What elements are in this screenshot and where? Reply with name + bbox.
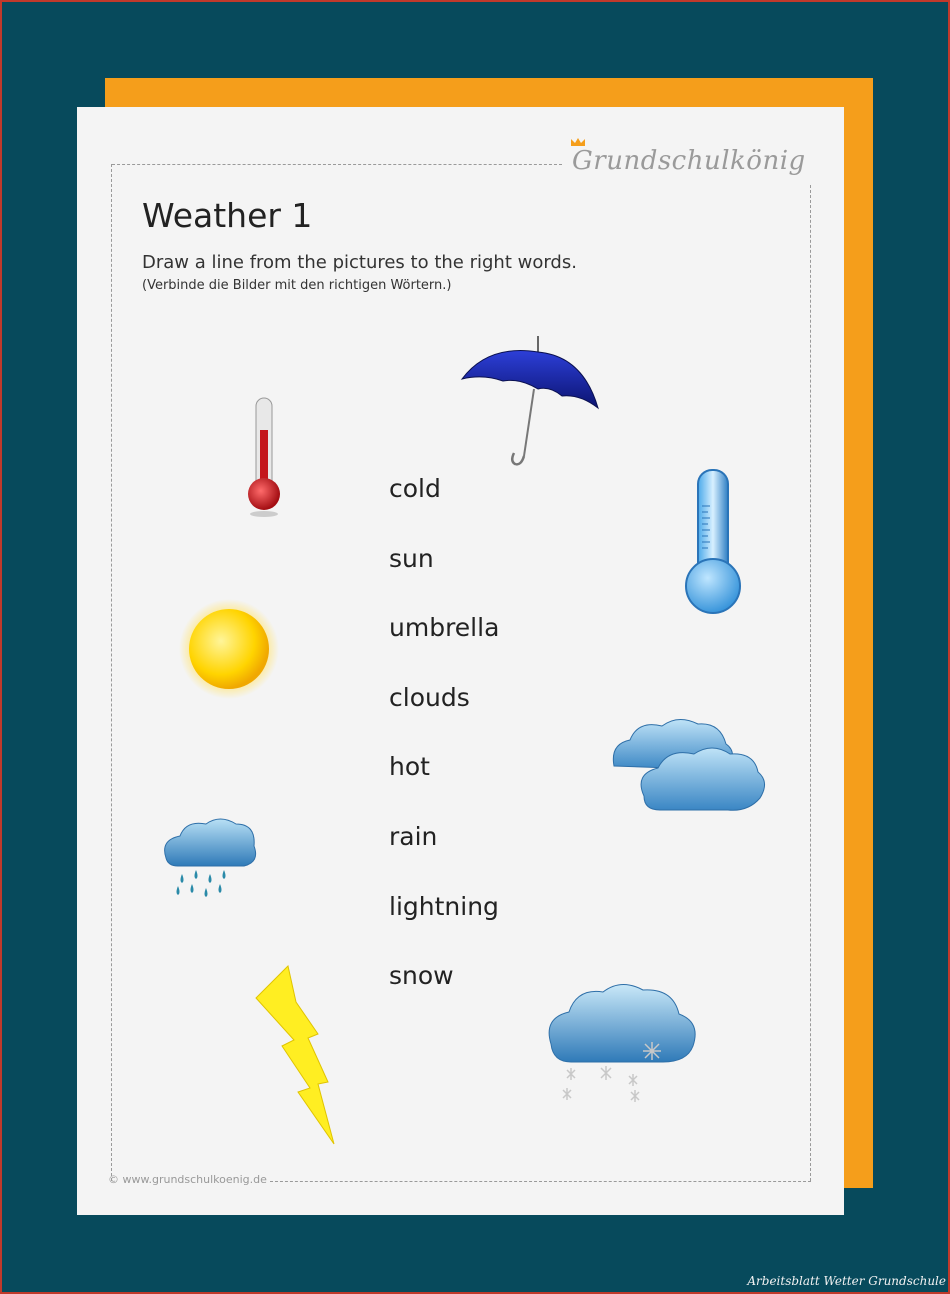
instruction-text: Draw a line from the pictures to the right words. [142,252,577,273]
cold-thermometer-icon [682,466,744,618]
word-sun: sun [389,544,434,573]
brand-logo: Grundschulkönig [572,146,806,176]
sun-icon [178,598,280,700]
word-umbrella: umbrella [389,613,500,642]
dashed-border-left [111,164,112,1181]
word-clouds: clouds [389,683,470,712]
worksheet-title: Weather 1 [142,196,313,235]
dashed-border-top [112,164,562,165]
instruction-text-german: (Verbinde die Bilder mit den richtigen Wörtern.) [142,278,452,293]
clouds-icon [608,714,770,818]
dashed-border-right [810,185,811,1181]
hot-thermometer-icon [245,396,285,520]
rain-icon [160,814,260,904]
lightning-icon [252,964,336,1146]
image-caption: Arbeitsblatt Wetter Grundschule [747,1274,946,1288]
umbrella-icon [458,334,603,472]
copyright-footer: © www.grundschulkoenig.de [108,1173,267,1186]
snow-icon [543,978,703,1110]
word-snow: snow [389,961,454,990]
word-lightning: lightning [389,892,499,921]
dashed-border-bottom [270,1181,811,1182]
word-rain: rain [389,822,438,851]
word-cold: cold [389,474,441,503]
word-hot: hot [389,752,430,781]
